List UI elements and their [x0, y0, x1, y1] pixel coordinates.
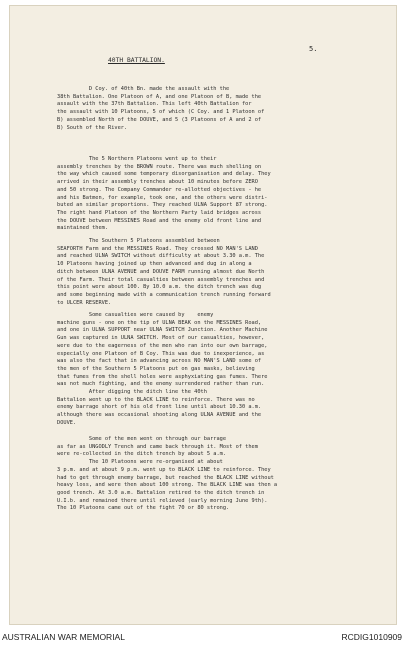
page-number: 5. [309, 45, 318, 53]
document-title: 40TH BATTALION. [108, 57, 165, 64]
paragraph-3: The Southern 5 Platoons assembled between SEAFORTH Farm and the MESSINES Road. They crossed NO MAN'S LAND and reached ULNA SWITCH without difficulty at about 3.30 a.m. The 10 Platoons having joined up then advanced and dug in along a ditch between ULNA AVENUE and DOUVE FARM running almost due North of the Farm. Their total casualties between assembly trenches and this point were about 100. By 10.0 a.m. the ditch trench was dug and some beginning made with a communication trench running forward to ULCER RESERVE. [57, 238, 271, 306]
paragraph-4: Some casualties were caused by enemy machine guns - one on the tip of ULNA BEAK on the MESSINES Road, and one in ULNA SUPPORT near ULNA SWITCH Junction. Another Machine Gun was captured in ULNA SWITCH. Most of our casualties, however, were due to the eagerness of the men who ran into our own barrage, especially one Platoon of B Coy. This was due to inexperience, as was also the fact that in advancing across NO MAN'S LAND some of the men of the Southern 5 Platoons put on gas masks, believing that fumes from the shell holes were asphyxiating gas fumes. There was not much fighting, and the enemy surrendered rather than run. After digging the ditch line the 40th Battalion went up to the BLACK LINE to reinforce. There was no enemy barrage short of his old front line until about 10.30 a.m. although there was occasional shooting along ULNA AVENUE and the DOUVE. [57, 312, 268, 426]
paragraph-5: Some of the men went on through our barrage as far as UNGODLY Trench and came back through it. Most of them were re-collected in the ditch trench by about 5 a.m. The 10 Platoons were re-organised at about 3 p.m. and at about 9 p.m. went up to BLACK LINE to reinforce. They had to get through enemy barrage, but reached the BLACK LINE without heavy loss, and were then about 100 strong. The BLACK LINE was then a good trench. At 3.0 a.m. Battalion retired to the ditch trench in U.I.b. and remained there until relieved (early morning June 9th). The 10 Platoons came out of the fight 70 or 80 strong. [57, 436, 278, 512]
paragraph-1: D Coy. of 40th Bn. made the assault with the 38th Battalion. One Platoon of A, and one Platoon of B, made the assault with the 37th Battalion. This left 40th Battalion for the assault with 10 Platoons, 5 of which (C Coy. and 1 Platoon of B) assembled North of the DOUVE, and 5 (3 Platoons of A and 2 of B) South of the River. [57, 86, 265, 131]
paragraph-2: The 5 Northern Platoons went up to their assembly trenches by the BROWN route. There was much shelling on the way which caused some temporary disorganisation and delay. They arrived in their assembly trenches about 10 minutes before ZERO and 50 strong. The Company Commander re-allotted objectives - he and his Batmen, for example, took one, and the others were distri- buted an similar proportions. They reached ULNA Support 87 strong. The right hand Platoon of the Northern Party laid bridges across the DOUVE between MESSINES Road and the enemy old front line and maintained them. [57, 156, 271, 232]
footer-record-id: RCDIG1010909 [341, 632, 402, 642]
footer-institution: AUSTRALIAN WAR MEMORIAL [2, 632, 125, 642]
